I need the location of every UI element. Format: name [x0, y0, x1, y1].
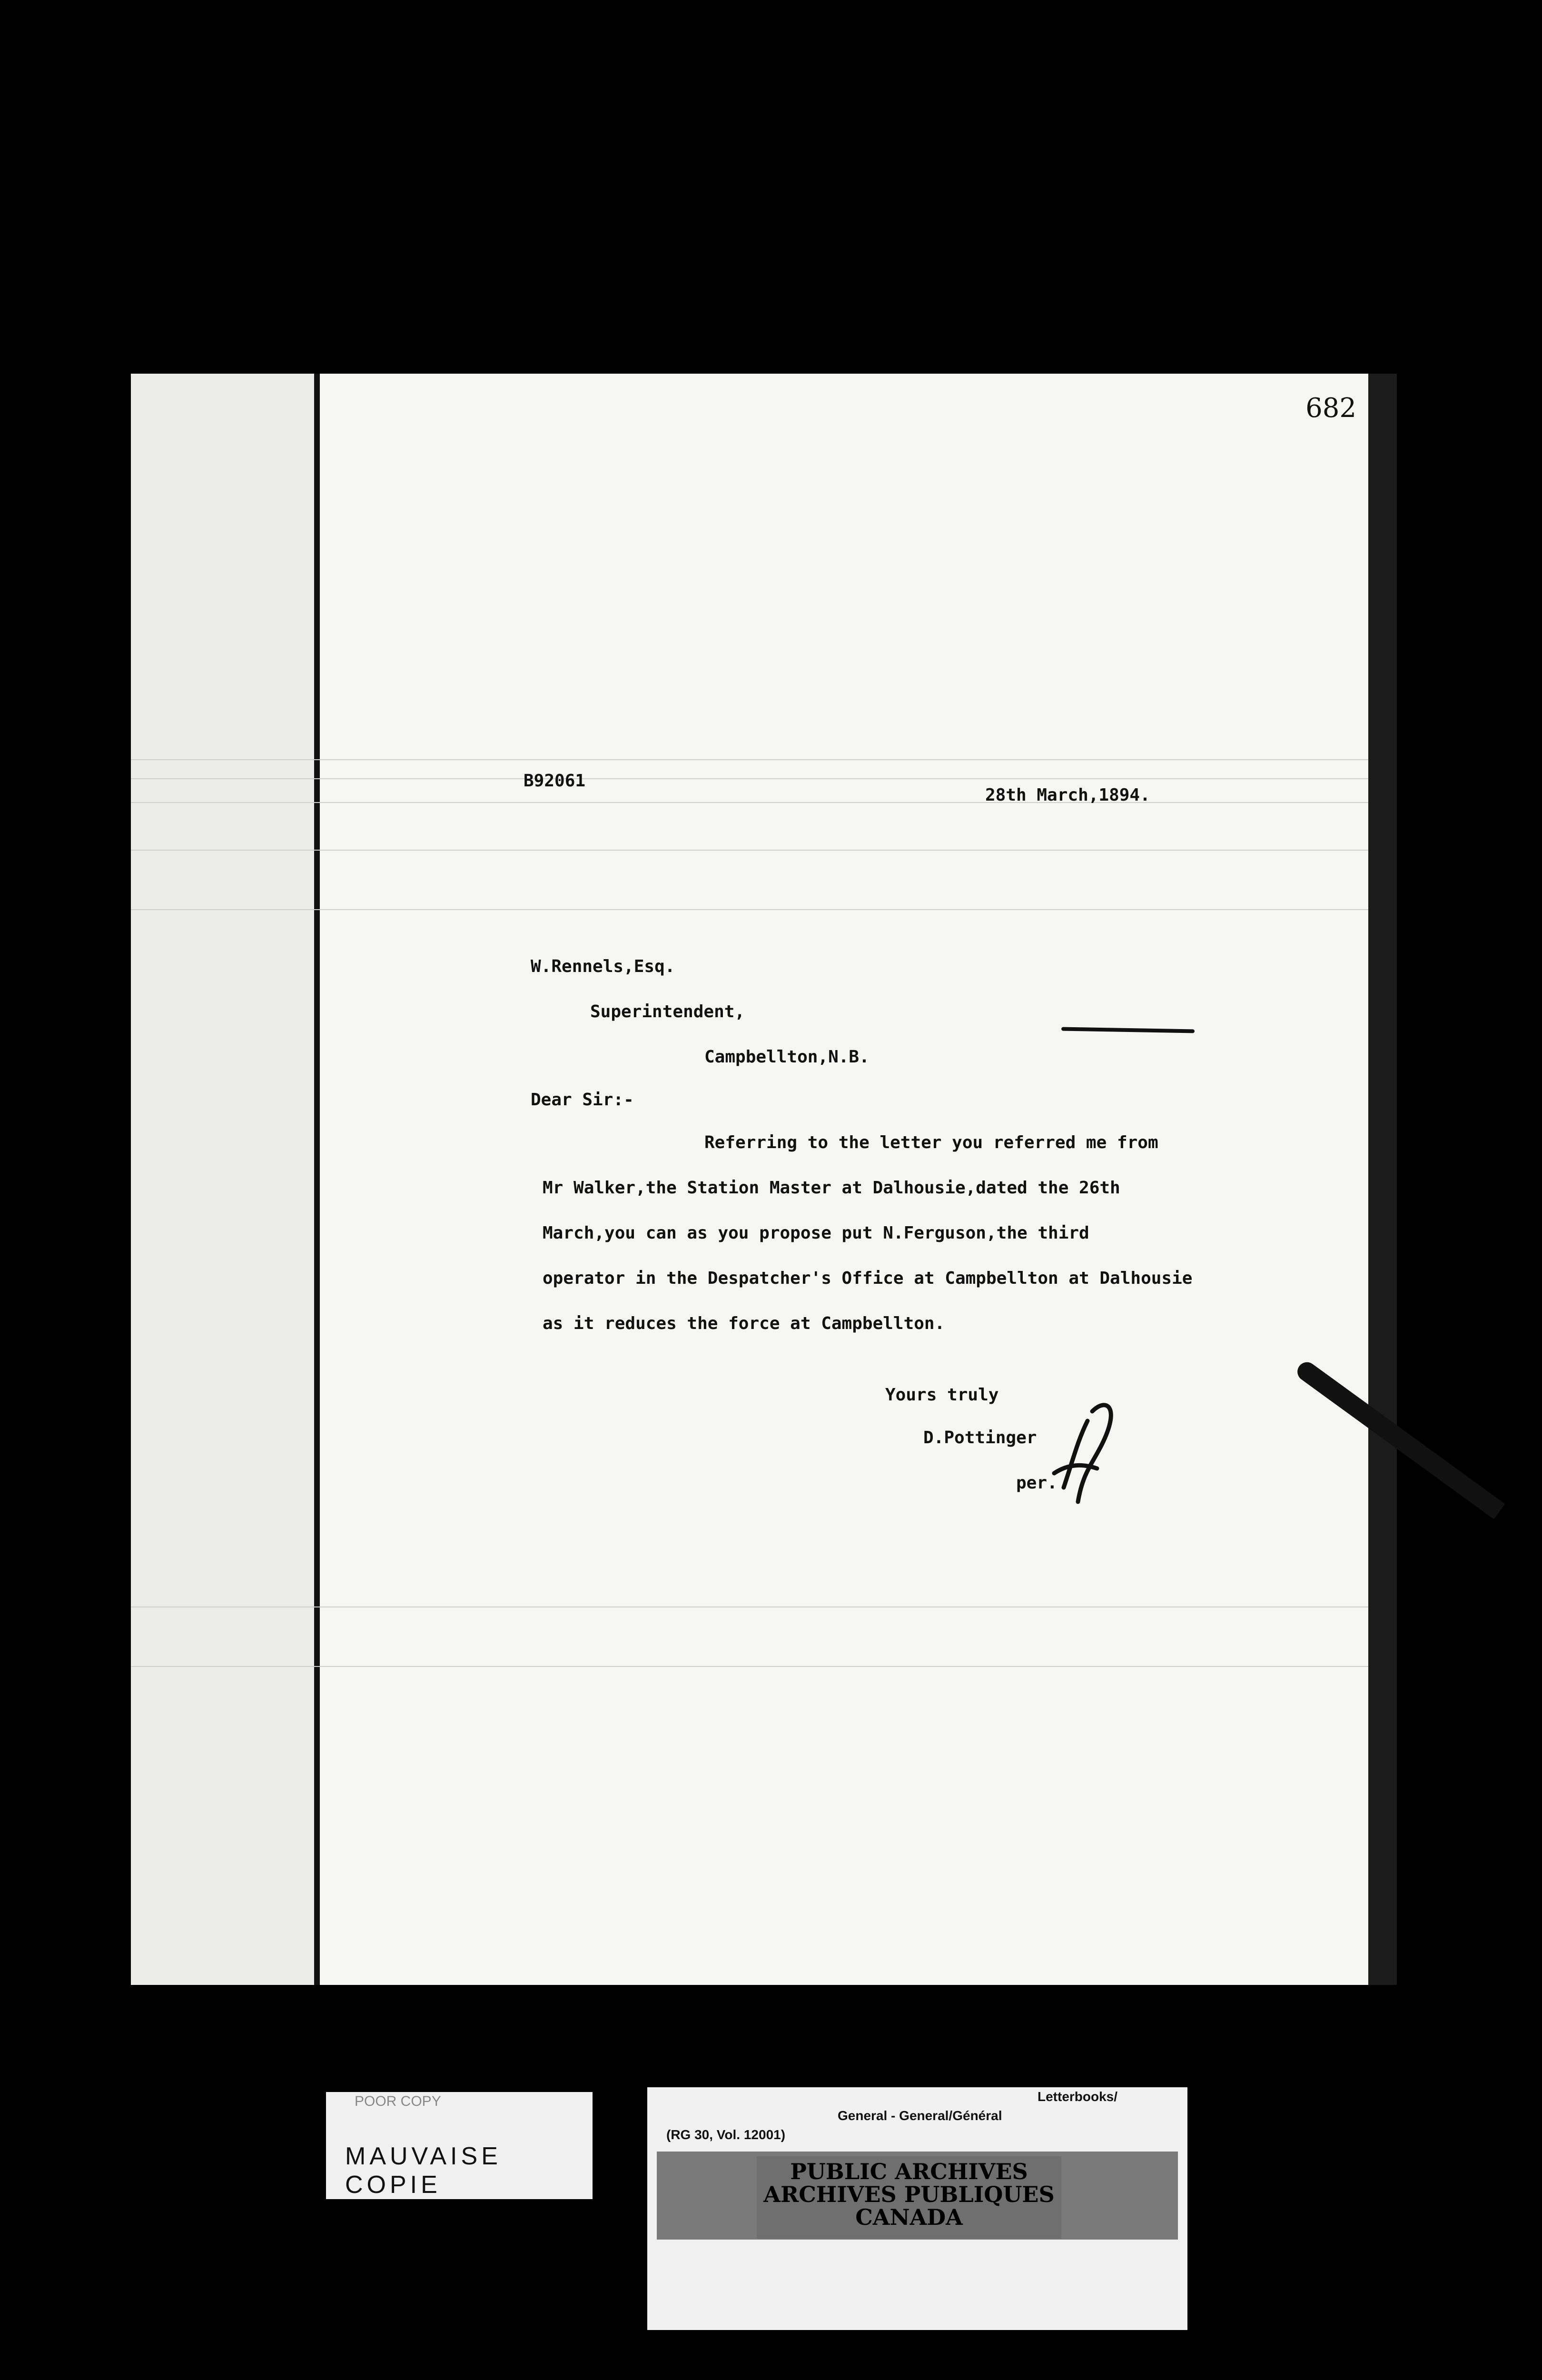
body-line: as it reduces the force at Campbellton. — [543, 1314, 945, 1333]
archive-ref-line: Letterbooks/ — [1038, 2089, 1118, 2104]
handwritten-initials — [1045, 1392, 1140, 1516]
stamp-line: PUBLIC ARCHIVES — [790, 2159, 1028, 2184]
archive-reference — [666, 2087, 1117, 2144]
per-line: per. — [1016, 1473, 1058, 1493]
ruled-line — [131, 778, 1397, 779]
mauvaise-copie-text: MAUVAISE COPIE — [345, 2142, 502, 2199]
letter-date: 28th March,1894. — [985, 785, 1150, 805]
left-margin-strip — [131, 374, 314, 1985]
poor-copy-text: POOR COPY — [355, 2093, 441, 2109]
stamp-line: ARCHIVES PUBLIQUES — [763, 2182, 1055, 2207]
pen-stroke — [1061, 1027, 1195, 1033]
ruled-line — [131, 802, 1397, 803]
body-line: March,you can as you propose put N.Ferguson,the third — [543, 1223, 1089, 1243]
letter-page — [131, 374, 1397, 1985]
ruled-line — [131, 909, 1397, 910]
archives-stamp — [757, 2156, 1061, 2239]
body-line: Mr Walker,the Station Master at Dalhousie,dated the 26th — [543, 1178, 1120, 1198]
signer-name: D.Pottinger — [923, 1428, 1037, 1448]
poor-copy-label — [326, 2092, 593, 2199]
body-line: operator in the Despatcher's Office at Campbellton at Dalhousie — [543, 1269, 1193, 1288]
margin-line — [314, 374, 320, 1985]
body-line: Referring to the letter you referred me from — [704, 1133, 1158, 1152]
reference-number: B92061 — [524, 771, 586, 791]
archive-ref-line: (RG 30, Vol. 12001) — [666, 2127, 786, 2142]
ruled-line — [131, 759, 1397, 760]
archive-ref-line: General - General/Général — [838, 2108, 1002, 2123]
closing: Yours truly — [885, 1385, 999, 1405]
ruled-line — [131, 1666, 1397, 1667]
stamp-line: CANADA — [855, 2204, 963, 2230]
recipient-title: Superintendent, — [590, 1002, 745, 1021]
recipient-location: Campbellton,N.B. — [704, 1047, 870, 1067]
ruled-line — [131, 850, 1397, 851]
recipient-name: W.Rennels,Esq. — [531, 957, 675, 976]
ruled-line — [131, 1606, 1397, 1607]
page-number: 682 — [1305, 393, 1356, 424]
page-edge — [1368, 374, 1397, 1985]
archives-label — [647, 2087, 1187, 2330]
salutation: Dear Sir:- — [531, 1090, 634, 1110]
